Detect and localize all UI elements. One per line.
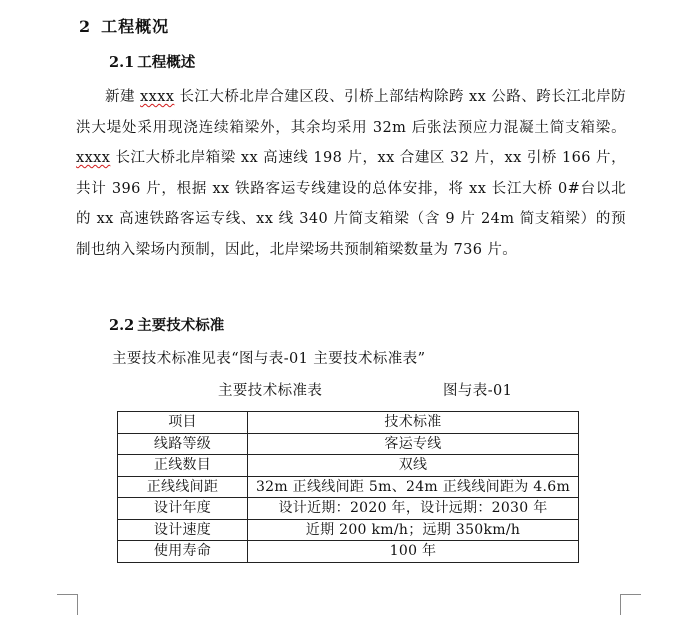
table-row bbox=[118, 498, 579, 520]
table-cell-value: 客运专线 bbox=[248, 433, 579, 455]
header-cell-standard: 技术标准 bbox=[248, 412, 579, 434]
spellcheck-flagged-word: xxxx bbox=[76, 150, 111, 166]
standards-intro: 主要技术标准见表“图与表-01 主要技术标准表” bbox=[112, 351, 426, 367]
header-cell-item: 项目 bbox=[118, 412, 248, 434]
table-cell-item: 设计年度 bbox=[118, 498, 248, 520]
subsection-title: 主要技术标准 bbox=[137, 317, 225, 334]
section-heading bbox=[79, 14, 169, 37]
table-row bbox=[118, 476, 579, 498]
section-number: 2 bbox=[79, 17, 92, 36]
table-caption-title: 主要技术标准表 bbox=[218, 383, 323, 399]
table-row bbox=[118, 541, 579, 563]
table-row bbox=[118, 455, 579, 477]
overview-paragraph bbox=[76, 82, 626, 265]
table-cell-item: 设计速度 bbox=[118, 519, 248, 541]
table-cell-value: 100 年 bbox=[248, 541, 579, 563]
subsection-heading-standards bbox=[109, 314, 224, 335]
paragraph-text: 新建 bbox=[105, 89, 141, 105]
table-cell-value: 32m 正线线间距 5m、24m 正线线间距为 4.6m bbox=[248, 476, 579, 498]
paragraph-text: 长江大桥北岸合建区段、引桥上部结构除跨 xx 公路、跨长江北岸防洪大堤处采用现浇连续箱梁外，其余均采用 32m 后张法预应力混凝土简支箱梁。 bbox=[76, 89, 626, 136]
table-cell-item: 正线数目 bbox=[118, 455, 248, 477]
table-cell-item: 正线线间距 bbox=[118, 476, 248, 498]
standards-table bbox=[117, 411, 579, 563]
paragraph-text: 长江大桥北岸箱梁 xx 高速线 198 片，xx 合建区 32 片，xx 引桥 166 片，共计 396 片，根据 xx 铁路客运专线建设的总体安排，将 xx 长江大桥 0#台以北的 xx 高速铁路客运专线、xx 线 340 片简支箱梁（含 9 片 24m 简支箱梁）的预制也纳入梁场内预制，因此，北岸梁场共预制箱梁数量为 736 片。 bbox=[76, 150, 626, 258]
page-margin-corner-right bbox=[620, 594, 641, 615]
table-row bbox=[118, 519, 579, 541]
table-caption-ref: 图与表-01 bbox=[443, 383, 513, 399]
subsection-heading-overview bbox=[109, 51, 195, 72]
table-header-row bbox=[118, 412, 579, 434]
subsection-number: 2.1 bbox=[109, 54, 135, 71]
table-cell-value: 近期 200 km/h；远期 350km/h bbox=[248, 519, 579, 541]
page-margin-corner-left bbox=[57, 594, 78, 615]
subsection-number: 2.2 bbox=[109, 317, 135, 334]
table-cell-value: 设计近期：2020 年，设计远期：2030 年 bbox=[248, 498, 579, 520]
spellcheck-flagged-word: xxxx bbox=[140, 89, 175, 105]
table-row bbox=[118, 433, 579, 455]
table-cell-item: 线路等级 bbox=[118, 433, 248, 455]
subsection-title: 工程概述 bbox=[137, 54, 196, 71]
section-title: 工程概况 bbox=[101, 17, 170, 36]
table-cell-item: 使用寿命 bbox=[118, 541, 248, 563]
table-cell-value: 双线 bbox=[248, 455, 579, 477]
